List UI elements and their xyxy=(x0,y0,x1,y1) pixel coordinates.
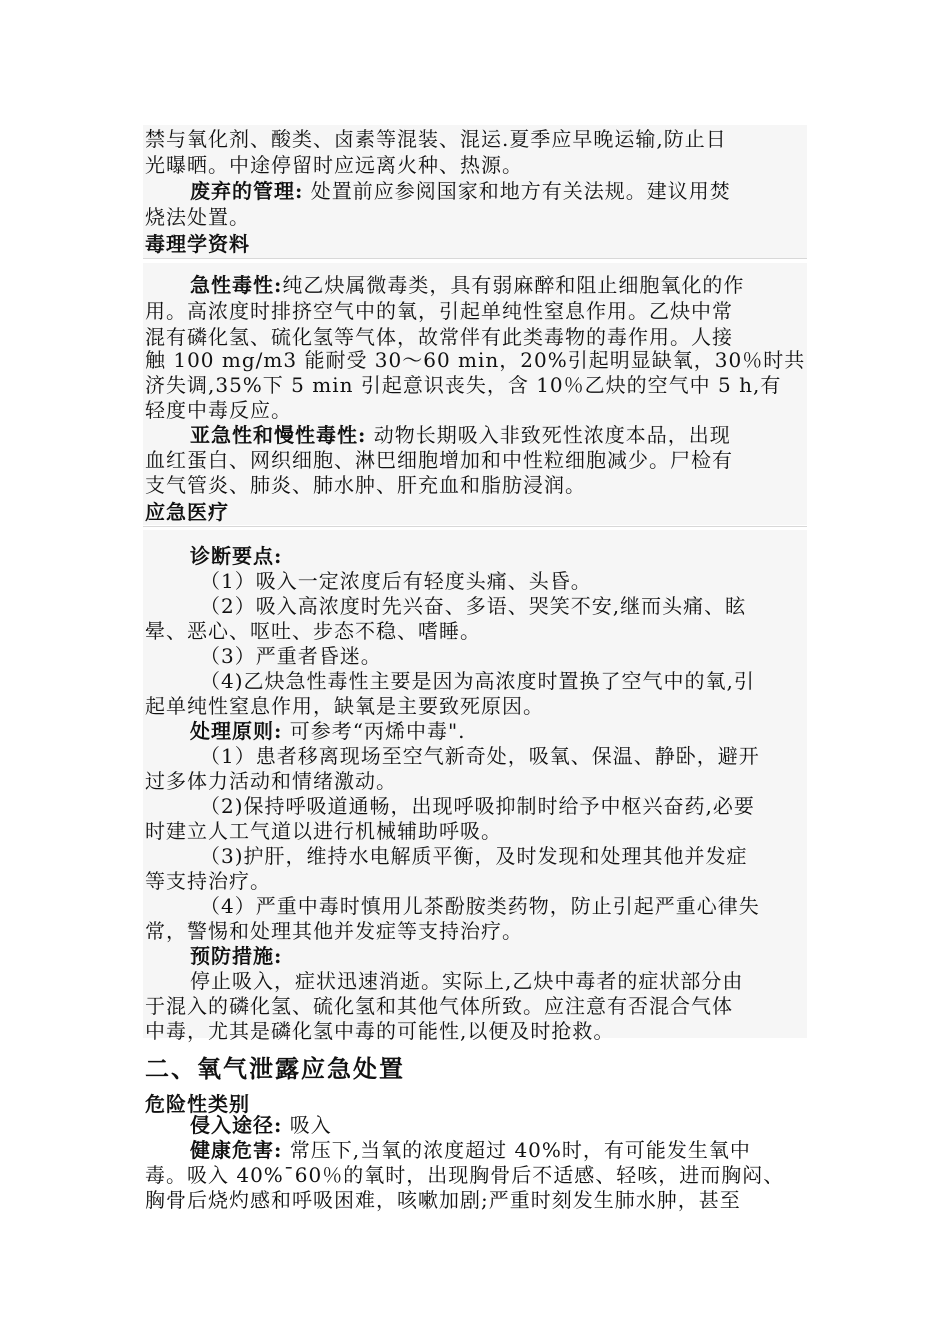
treatment-item: （3)护肝，维持水电解质平衡，及时发现和处理其他并发症 xyxy=(200,844,748,868)
treatment-item: （4）严重中毒时慎用儿茶酚胺类药物，防止引起严重心律失 xyxy=(200,894,760,918)
toxicology-heading: 毒理学资料 xyxy=(145,232,250,256)
entry-route-label: 侵入途径: xyxy=(190,1113,283,1137)
health-hazard-paragraph xyxy=(190,1137,751,1163)
first-aid-heading: 应急医疗 xyxy=(145,500,229,524)
acute-toxicity-text: 纯乙炔属微毒类，具有弱麻醉和阻止细胞氧化的作 xyxy=(282,273,745,297)
paragraph-line: 过多体力活动和情绪激动。 xyxy=(145,769,397,793)
paragraph-line: 时建立人工气道以进行机械辅助呼吸。 xyxy=(145,819,502,843)
disposal-label: 废弃的管理: xyxy=(190,179,304,203)
treatment-paragraph xyxy=(190,718,466,744)
treatment-item: （1）患者移离现场至空气新奇处，吸氧、保温、静卧，避开 xyxy=(200,744,760,768)
hazard-category-heading: 危险性类别 xyxy=(145,1092,250,1116)
treatment-item: （2)保持呼吸道通畅，出现呼吸抑制时给予中枢兴奋药,必要 xyxy=(200,794,755,818)
paragraph-line: 毒。吸入 40%¯60％的氧时，出现胸骨后不适感、轻咳，进而胸闷、 xyxy=(145,1163,785,1187)
paragraph-line: 血红蛋白、网织细胞、淋巴细胞增加和中性粒细胞减少。尸检有 xyxy=(145,448,733,472)
paragraph-line: 等支持治疗。 xyxy=(145,869,271,893)
paragraph-line: 触 100 mg/m3 能耐受 30～60 min，20%引起明显缺氧，30％时共 xyxy=(145,348,806,372)
acute-toxicity-label: 急性毒性: xyxy=(190,273,283,297)
entry-route-paragraph xyxy=(190,1112,332,1138)
paragraph-line: 轻度中毒反应。 xyxy=(145,398,292,422)
diagnosis-label: 诊断要点: xyxy=(190,544,283,568)
paragraph-line: 常，警惕和处理其他并发症等支持治疗。 xyxy=(145,919,523,943)
prevention-text: 停止吸入，症状迅速消逝。实际上,乙炔中毒者的症状部分由 xyxy=(190,969,744,993)
paragraph-line: 中毒，尤其是磷化氢中毒的可能性,以便及时抢救。 xyxy=(145,1019,615,1043)
paragraph-line: 禁与氧化剂、酸类、卤素等混装、混运.夏季应早晚运输,防止日 xyxy=(145,127,727,151)
chronic-toxicity-label: 亚急性和慢性毒性: xyxy=(190,423,367,447)
section-divider xyxy=(143,526,807,527)
paragraph-line: 支气管炎、肺炎、肺水肿、肝充血和脂肪浸润。 xyxy=(145,473,586,497)
acute-toxicity-paragraph xyxy=(190,272,744,298)
diagnosis-item: （1）吸入一定浓度后有轻度头痛、头昏。 xyxy=(200,569,592,593)
chronic-toxicity-text: 动物长期吸入非致死性浓度本品，出现 xyxy=(366,423,731,447)
disposal-paragraph xyxy=(190,178,731,204)
paragraph-line: 烧法处置。 xyxy=(145,205,250,229)
diagnosis-item: （3）严重者昏迷。 xyxy=(200,644,382,668)
health-hazard-text: 常压下,当氧的浓度超过 40%时，有可能发生氧中 xyxy=(282,1138,751,1162)
section-title: 二、氧气泄露应急处置 xyxy=(145,1054,405,1083)
prevention-label: 预防措施: xyxy=(190,944,283,968)
treatment-text: 可参考“丙烯中毒". xyxy=(282,719,466,743)
paragraph-line: 胸骨后烧灼感和呼吸困难，咳嗽加剧;严重时刻发生肺水肿，甚至 xyxy=(145,1188,741,1212)
entry-route-text: 吸入 xyxy=(282,1113,332,1137)
paragraph-line: 晕、恶心、呕吐、步态不稳、嗜睡。 xyxy=(145,619,481,643)
paragraph-line: 混有磷化氢、硫化氢等气体，故常伴有此类毒物的毒作用。人接 xyxy=(145,325,733,349)
paragraph-line: 于混入的磷化氢、硫化氢和其他气体所致。应注意有否混合气体 xyxy=(145,994,733,1018)
diagnosis-item: （2）吸入高浓度时先兴奋、多语、哭笑不安,继而头痛、眩 xyxy=(200,594,747,618)
paragraph-line: 起单纯性窒息作用，缺氧是主要致死原因。 xyxy=(145,694,544,718)
paragraph-line: 济失调,35%下 5 min 引起意识丧失，含 10％乙炔的空气中 5 h,有 xyxy=(145,373,782,397)
diagnosis-item: （4)乙炔急性毒性主要是因为高浓度时置换了空气中的氧,引 xyxy=(200,669,755,693)
chronic-toxicity-paragraph xyxy=(190,422,731,448)
treatment-label: 处理原则: xyxy=(190,719,283,743)
paragraph-line: 用。高浓度时排挤空气中的氧，引起单纯性窒息作用。乙炔中常 xyxy=(145,299,733,323)
health-hazard-label: 健康危害: xyxy=(190,1138,283,1162)
paragraph-line: 光曝晒。中途停留时应远离火种、热源。 xyxy=(145,153,523,177)
disposal-text: 处置前应参阅国家和地方有关法规。建议用焚 xyxy=(303,179,731,203)
section-divider xyxy=(143,258,807,259)
